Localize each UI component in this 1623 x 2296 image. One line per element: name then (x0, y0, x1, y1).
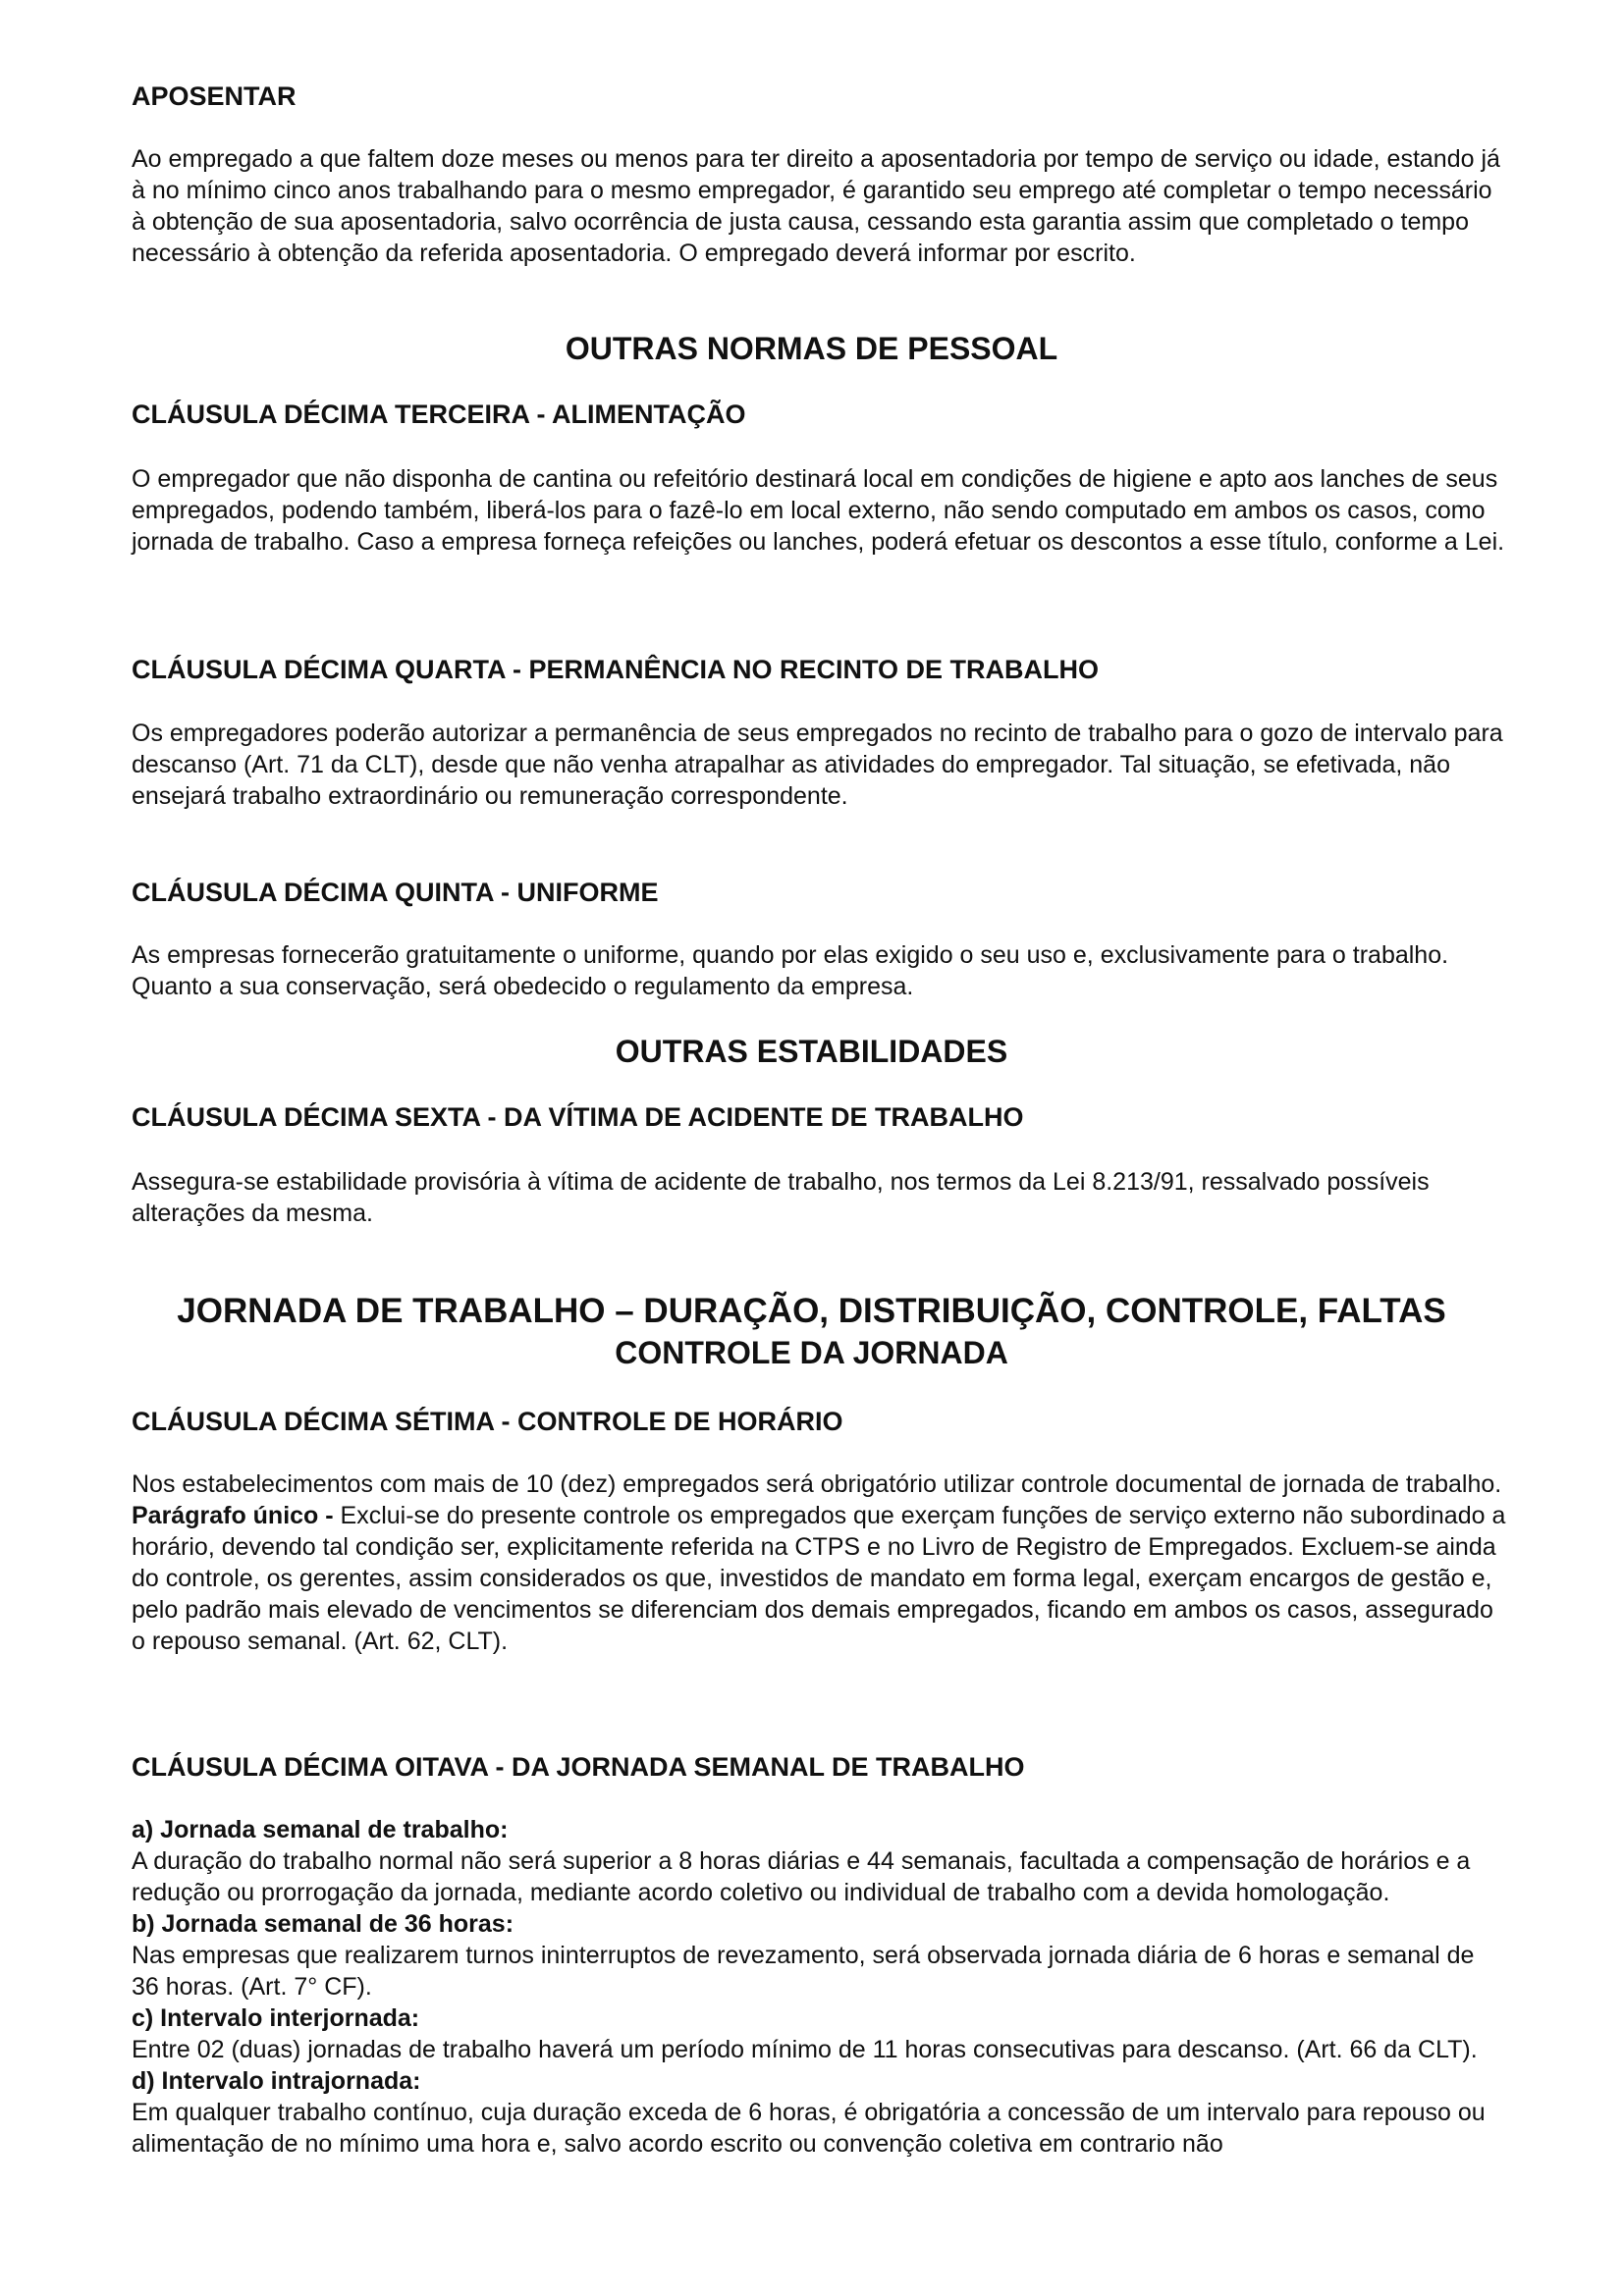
item-d-text: Em qualquer trabalho contínuo, cuja duração exceda de 6 horas, é obrigatória a concessão de um intervalo para repouso ou alimentação de no mínimo uma hora e, salvo acordo escrito ou convenção coletiva em contrario não (132, 2099, 1486, 2158)
section-title-outras-estabilidades: OUTRAS ESTABILIDADES (615, 1034, 1008, 1069)
clausula-18-body (132, 1814, 1506, 2160)
clausula-13-text: O empregador que não disponha de cantina ou refeitório destinará local em condições de higiene e apto aos lanches de seus empregados, podendo também, liberá-los para o fazê-lo em local externo, não sendo computado em ambos os casos, como jornada de trabalho. Caso a empresa forneça refeições ou lanches, poderá efetuar os descontos a esse título, conforme a Lei. (132, 465, 1505, 556)
aposentar-heading: APOSENTAR (132, 81, 297, 111)
item-a-text: A duração do trabalho normal não será superior a 8 horas diárias e 44 semanais, facultada a compensação de horários e a redução ou prorrogação da jornada, mediante acordo coletivo ou individual de trabalho com a devida homologação. (132, 1847, 1471, 1906)
clausula-18-heading: CLÁUSULA DÉCIMA OITAVA - DA JORNADA SEMANAL DE TRABALHO (132, 1752, 1025, 1782)
clausula-14-heading: CLÁUSULA DÉCIMA QUARTA - PERMANÊNCIA NO RECINTO DE TRABALHO (132, 655, 1099, 684)
item-c-label: c) Intervalo interjornada: (132, 2004, 420, 2032)
clausula-15-text: As empresas fornecerão gratuitamente o uniforme, quando por elas exigido o seu uso e, exclusivamente para o trabalho. Quanto a sua conservação, será obedecido o regulamento da empresa. (132, 941, 1449, 1000)
item-a-label: a) Jornada semanal de trabalho: (132, 1816, 509, 1843)
clausula-15-heading: CLÁUSULA DÉCIMA QUINTA - UNIFORME (132, 878, 659, 907)
clausula-16-heading: CLÁUSULA DÉCIMA SEXTA - DA VÍTIMA DE ACIDENTE DE TRABALHO (132, 1102, 1024, 1132)
item-c-text: Entre 02 (duas) jornadas de trabalho haverá um período mínimo de 11 horas consecutivas para descanso. (Art. 66 da CLT). (132, 2036, 1478, 2063)
section-title-jornada: JORNADA DE TRABALHO – DURAÇÃO, DISTRIBUIÇÃO, CONTROLE, FALTAS (177, 1292, 1446, 1330)
item-b-text: Nas empresas que realizarem turnos ininterruptos de revezamento, será observada jornada diária de 6 horas e semanal de 36 horas. (Art. 7° CF). (132, 1942, 1475, 2001)
clausula-17-body (132, 1468, 1506, 1657)
clausula-14-text: Os empregadores poderão autorizar a permanência de seus empregados no recinto de trabalho para o gozo de intervalo para descanso (Art. 71 da CLT), desde que não venha atrapalhar as atividades do empregador. Tal situação, se efetivada, não ensejará trabalho extraordinário ou remuneração correspondente. (132, 720, 1503, 810)
section-subtitle-controle-jornada: CONTROLE DA JORNADA (615, 1335, 1008, 1370)
item-b-label: b) Jornada semanal de 36 horas: (132, 1910, 514, 1938)
section-title-outras-normas: OUTRAS NORMAS DE PESSOAL (565, 331, 1058, 366)
clausula-16-text: Assegura-se estabilidade provisória à vítima de acidente de trabalho, nos termos da Lei 8.213/91, ressalvado possíveis alterações da mesma. (132, 1168, 1430, 1227)
item-d-label: d) Intervalo intrajornada: (132, 2067, 421, 2095)
aposentar-text: Ao empregado a que faltem doze meses ou menos para ter direito a aposentadoria por tempo de serviço ou idade, estando já à no mínimo cinco anos trabalhando para o mesmo empregador, é garantido seu emprego até completar o tempo necessário à obtenção de sua aposentadoria, salvo ocorrência de justa causa, cessando esta garantia assim que completado o tempo necessário à obtenção da referida aposentadoria. O empregado deverá informar por escrito. (132, 145, 1500, 267)
clausula-17-heading: CLÁUSULA DÉCIMA SÉTIMA - CONTROLE DE HORÁRIO (132, 1407, 843, 1436)
clausula-17-text: Nos estabelecimentos com mais de 10 (dez) empregados será obrigatório utilizar controle documental de jornada de trabalho. (132, 1470, 1502, 1498)
clausula-13-heading: CLÁUSULA DÉCIMA TERCEIRA - ALIMENTAÇÃO (132, 400, 746, 429)
paragrafo-unico-text: Exclui-se do presente controle os empregados que exerçam funções de serviço externo não subordinado a horário, devendo tal condição ser, explicitamente referida na CTPS e no Livro de Registro de Empregados. Excluem-se ainda do controle, os gerentes, assim considerados os que, investidos de mandato em forma legal, exerçam encargos de gestão e, pelo padrão mais elevado de vencimentos se diferenciam dos demais empregados, ficando em ambos os casos, assegurado o repouso semanal. (Art. 62, CLT). (132, 1502, 1506, 1655)
paragrafo-unico-label: Parágrafo único - (132, 1502, 334, 1529)
clausula-17-paragrafo (132, 1500, 1506, 1657)
